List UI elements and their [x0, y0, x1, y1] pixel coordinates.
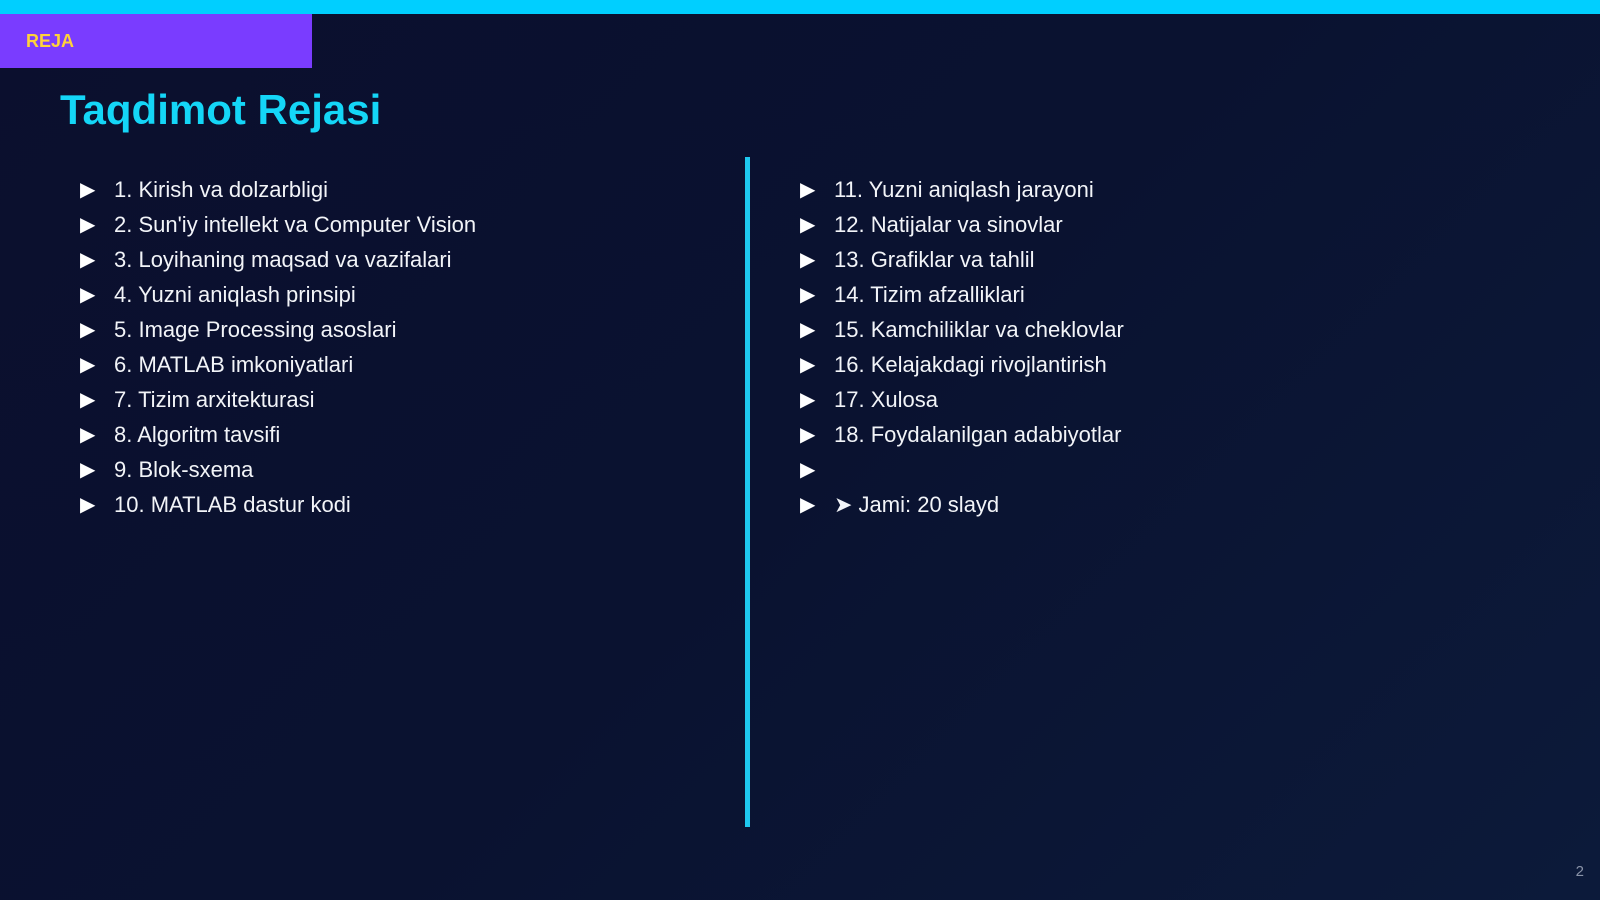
agenda-item-text: 8. Algoritm tavsifi — [114, 421, 281, 447]
agenda-item-text: 14. Tizim afzalliklari — [834, 281, 1025, 307]
agenda-item — [80, 277, 476, 312]
agenda-item — [80, 452, 476, 487]
agenda-item-text: 5. Image Processing asoslari — [114, 316, 397, 342]
agenda-item — [800, 172, 1124, 207]
section-tag-label: REJA — [26, 30, 75, 51]
agenda-summary-text: ➤ Jami: 20 slayd — [834, 491, 1000, 517]
agenda-item — [80, 487, 476, 522]
triangle-bullet-icon: ▶ — [80, 284, 96, 306]
agenda-item — [80, 417, 476, 452]
triangle-bullet-icon: ▶ — [80, 354, 96, 376]
triangle-bullet-icon: ▶ — [800, 284, 816, 306]
triangle-bullet-icon: ▶ — [800, 249, 816, 271]
agenda-item — [800, 347, 1124, 382]
agenda-item-text: 4. Yuzni aniqlash prinsipi — [114, 281, 356, 307]
agenda-item — [80, 382, 476, 417]
triangle-bullet-icon: ▶ — [80, 494, 96, 516]
agenda-item — [800, 382, 1124, 417]
agenda-item-text: 11. Yuzni aniqlash jarayoni — [834, 176, 1094, 202]
triangle-bullet-icon: ▶ — [80, 249, 96, 271]
agenda-item-empty — [800, 452, 1124, 487]
agenda-item — [80, 207, 476, 242]
agenda-item — [80, 347, 476, 382]
agenda-item — [800, 417, 1124, 452]
agenda-item-text: 13. Grafiklar va tahlil — [834, 246, 1035, 272]
page-number: 2 — [1575, 863, 1584, 880]
agenda-item — [800, 242, 1124, 277]
agenda-item-text: 6. MATLAB imkoniyatlari — [114, 351, 354, 377]
agenda-item-text: 7. Tizim arxitekturasi — [114, 386, 315, 412]
agenda-item-text: 16. Kelajakdagi rivojlantirish — [834, 351, 1107, 377]
agenda-item-text: 2. Sun'iy intellekt va Computer Vision — [114, 211, 477, 237]
triangle-bullet-icon: ▶ — [800, 179, 816, 201]
agenda-list-right — [800, 172, 1124, 522]
agenda-item — [800, 277, 1124, 312]
triangle-bullet-icon: ▶ — [800, 459, 816, 481]
agenda-item — [800, 312, 1124, 347]
agenda-item — [80, 172, 476, 207]
agenda-item — [800, 207, 1124, 242]
agenda-item-text: 1. Kirish va dolzarbligi — [114, 176, 328, 202]
agenda-item-text: 3. Loyihaning maqsad va vazifalari — [114, 246, 452, 272]
top-accent-bar — [0, 0, 1600, 14]
section-tag — [0, 14, 312, 68]
triangle-bullet-icon: ▶ — [800, 319, 816, 341]
agenda-item — [80, 242, 476, 277]
triangle-bullet-icon: ▶ — [80, 214, 96, 236]
triangle-bullet-icon: ▶ — [800, 494, 816, 516]
column-divider — [745, 157, 750, 827]
triangle-bullet-icon: ▶ — [80, 319, 96, 341]
triangle-bullet-icon: ▶ — [800, 214, 816, 236]
agenda-item-text: 15. Kamchiliklar va cheklovlar — [834, 316, 1124, 342]
triangle-bullet-icon: ▶ — [80, 179, 96, 201]
triangle-bullet-icon: ▶ — [800, 389, 816, 411]
slide-title: Taqdimot Rejasi — [60, 86, 382, 133]
agenda-item-text: 12. Natijalar va sinovlar — [834, 211, 1063, 237]
agenda-item-text: 10. MATLAB dastur kodi — [114, 491, 351, 517]
agenda-list-left — [80, 172, 476, 522]
agenda-item-text: 17. Xulosa — [834, 386, 938, 412]
agenda-item — [80, 312, 476, 347]
agenda-item-text: 18. Foydalanilgan adabiyotlar — [834, 421, 1122, 447]
triangle-bullet-icon: ▶ — [800, 424, 816, 446]
agenda-summary-item — [800, 487, 1124, 522]
agenda-item-text: 9. Blok-sxema — [114, 456, 254, 482]
triangle-bullet-icon: ▶ — [80, 389, 96, 411]
triangle-bullet-icon: ▶ — [800, 354, 816, 376]
triangle-bullet-icon: ▶ — [80, 424, 96, 446]
triangle-bullet-icon: ▶ — [80, 459, 96, 481]
